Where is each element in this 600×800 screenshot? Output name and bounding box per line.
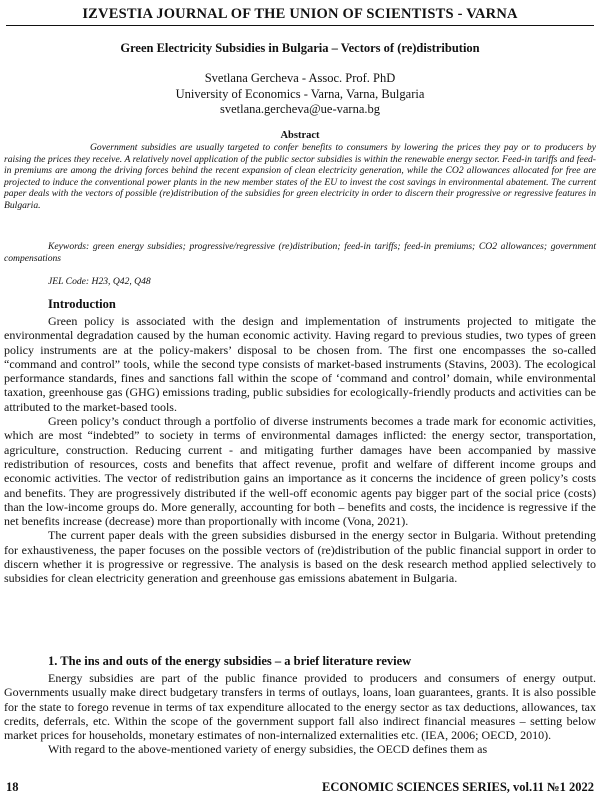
author-email: svetlana.gercheva@ue-varna.bg [219,102,381,116]
paper-title: Green Electricity Subsidies in Bulgaria – Vectors of (re)distribution [120,41,480,55]
author-name: Svetlana Gercheva - Assoc. Prof. PhD [204,71,396,85]
series-info: ECONOMIC SCIENCES SERIES, vol.11 №1 2022 [322,780,594,794]
keywords: Keywords: green energy subsidies; progressive/regressive (re)distribution; feed-in tariffs; feed-in premiums; CO2 allowances; government compensations [4,241,596,264]
paragraph: Energy subsidies are part of the public finance provided to producers and consumers of energy output. Governments usually make direct budgetary transfers in terms of outlays, loans, loan guarantees, grants. It is also possible for the state to forego revenue in terms of tax expenditure allocated to the energy sector as tax deductions, allowances, tax credits, deferrals, etc. Within the scope of the government support fall also indirect financial measures – setting below market prices for households, monetary estimates of non-internalized externalities etc. (IEA, 2006; OECD, 2010). [4,671,596,743]
paragraph: The current paper deals with the green subsidies disbursed in the energy sector in Bulgaria. Without pretending for exhaustiveness, the paper focuses on the possible vectors of (re)distribution of the public financial support in order to discern whether it is progressive or regressive. The analysis is based on the desk research method applied selectively to subsidies for clean electricity generation and greenhouse gas emissions abatement in Bulgaria. [4,528,596,586]
paragraph: With regard to the above-mentioned variety of energy subsidies, the OECD defines them as [48,742,488,757]
introduction-heading: Introduction [48,297,116,311]
section-1-body [4,671,596,757]
header-divider [6,25,594,26]
author-affiliation: University of Economics - Varna, Varna, Bulgaria [175,86,425,101]
abstract-text [4,142,596,212]
paragraph: Green policy is associated with the design and implementation of instruments projected to mitigate the environmental degradation caused by the human economic activity. Having regard to previous studies, two types of green policy instruments are at the policy-makers’ disposal to be chosen from. The first one encompasses the so-called “command and control” tools, while the second type consists of market-based instruments (Stavins, 2003). The ecological performance standards, fines and sanctions fall within the scope of ‘command and control’ domain, while environmental taxation, greenhouse gas (GHG) emissions trading, public subsidies for ecologically-friendly products and activities can be attributed to the market-based tools. [4,314,596,414]
author-block [0,71,600,118]
abstract-paragraph: Government subsidies are usually targeted to confer benefits to consumers by lowering the prices they pay or to producers by raising the prices they receive. A relatively novel application of the public sector subsidies is within the renewable energy sector. Feed-in tariffs and feed-in premiums are among the driving forces behind the recent expansion of clean electricity generation, while the CO2 allowances allocated for free are projected to induce the conventional power plants in the new member states of the EU to invest the cost savings in environmental abatement. The current paper deals with the vectors of possible (re)distribution of the subsidies for green electricity in order to discern their progressive or regressive features in Bulgaria. [4,142,596,211]
introduction-body [4,314,596,586]
jel-codes: JEL Code: H23, Q42, Q48 [48,276,151,287]
abstract-heading: Abstract [280,130,320,141]
paragraph: Green policy’s conduct through a portfolio of diverse instruments becomes a trade mark for economic activities, which are most “indebted” to society in terms of environmental damages inflicted: the energy sector, transportation, agriculture, construction. Reducing current - and mitigating further damages have been accompanied by massive redistribution of resources, costs and benefits that affect revenue, profit and welfare of different income groups and economic activities. The vector of redistribution gains an importance as it concerns the incidence of green policy’s costs and benefits. They are progressively distributed if the well-off economic agents pay bigger part of the social price (costs) than the low-income groups do. More generally, accounting for both – benefits and costs, the incidence is regressive if the net benefits increase (decrease) more than proportionally with income (Vona, 2021). [4,414,596,529]
page-number: 18 [6,780,19,794]
journal-header: IZVESTIA JOURNAL OF THE UNION OF SCIENTISTS - VARNA [82,6,518,22]
section-1-heading: 1. The ins and outs of the energy subsidies – a brief literature review [48,654,412,668]
